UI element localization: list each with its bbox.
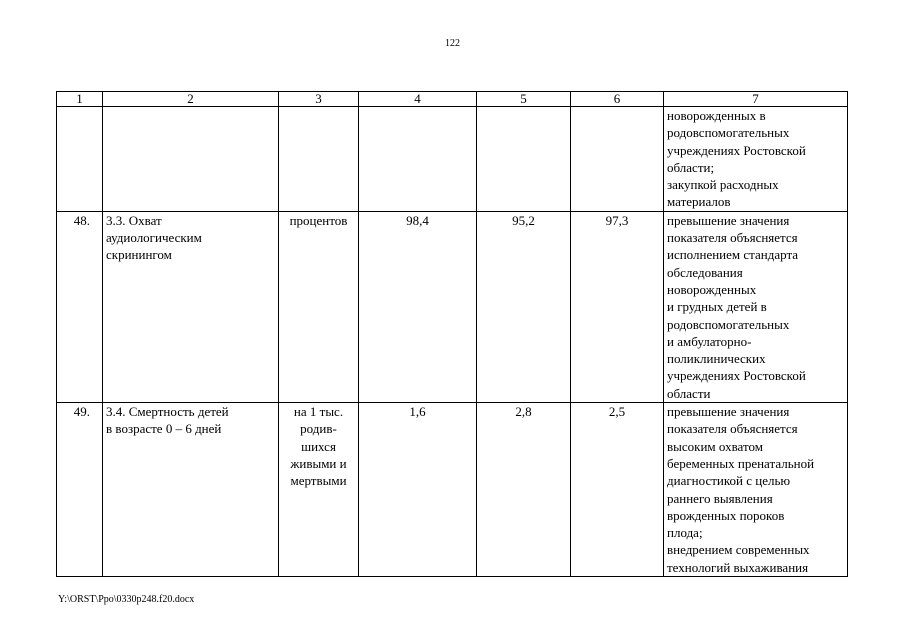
table-row — [57, 107, 848, 212]
row-number-cell: 48. — [57, 211, 103, 402]
column-header: 1 — [57, 92, 103, 107]
value-col6-cell — [571, 107, 664, 212]
cell-text-line: и амбулаторно- — [667, 333, 752, 349]
cell-text-line: внедрением современных — [667, 542, 810, 558]
cell-text-line: шихся — [301, 438, 336, 454]
cell-text-line: на 1 тыс. — [293, 404, 344, 420]
cell-text-line: технологий выхаживания — [667, 559, 809, 575]
document-file-path: Y:\ORST\Ppo\0330p248.f20.docx — [58, 594, 195, 605]
indicator-cell — [103, 403, 279, 577]
indicator-cell — [103, 211, 279, 402]
value-col6-cell: 2,5 — [571, 403, 664, 577]
unit-cell — [279, 211, 359, 402]
column-header: 7 — [664, 92, 848, 107]
cell-text-line: закупкой расходных — [667, 177, 779, 193]
value-col6-cell: 97,3 — [571, 211, 664, 402]
indicator-cell — [103, 107, 279, 212]
cell-text-line: новорожденных — [667, 281, 757, 297]
cell-text-line: аудиологическим — [106, 230, 202, 246]
cell-text-line: в возрасте 0 – 6 дней — [106, 421, 222, 437]
column-header: 4 — [359, 92, 477, 107]
explanation-cell — [664, 403, 848, 577]
cell-text-line: учреждениях Ростовской — [667, 368, 806, 384]
cell-text-line: новорожденных в — [667, 108, 766, 123]
cell-text-line: беременных пренатальной — [667, 455, 815, 471]
cell-text-line: показателя объясняется — [667, 421, 798, 437]
table-row — [57, 403, 848, 577]
cell-text-line: области — [667, 385, 711, 401]
cell-text-line: процентов — [289, 212, 348, 228]
explanation-cell — [664, 211, 848, 402]
value-col4-cell — [359, 107, 477, 212]
row-number-cell: 49. — [57, 403, 103, 577]
value-col4-cell: 1,6 — [359, 403, 477, 577]
cell-text-line: поликлинических — [667, 351, 766, 367]
cell-text-line: показателя объясняется — [667, 230, 798, 246]
cell-text-line: материалов — [667, 194, 731, 210]
cell-text-line: области; — [667, 159, 715, 175]
cell-text-line: живыми и — [290, 455, 347, 471]
column-header: 5 — [477, 92, 571, 107]
value-col4-cell: 98,4 — [359, 211, 477, 402]
value-col5-cell — [477, 107, 571, 212]
unit-cell — [279, 403, 359, 577]
cell-text-line: врожденных пороков — [667, 507, 785, 523]
cell-text-line: превышение значения — [667, 212, 790, 228]
page-number: 122 — [445, 38, 460, 49]
column-header: 6 — [571, 92, 664, 107]
cell-text-line: родовспомогательных — [667, 125, 790, 141]
cell-text-line: 3.4. Смертность детей — [106, 404, 229, 420]
cell-text-line: высоким охватом — [667, 438, 763, 454]
cell-text-line: 3.3. Охват — [106, 212, 162, 228]
cell-text-line: раннего выявления — [667, 490, 773, 506]
cell-text-line: обследования — [667, 264, 743, 280]
cell-text-line: исполнением стандарта — [667, 247, 799, 263]
value-col5-cell: 95,2 — [477, 211, 571, 402]
cell-text-line: родив- — [300, 421, 337, 437]
cell-text-line: скринингом — [106, 247, 172, 263]
cell-text-line: диагностикой с целью — [667, 473, 791, 489]
cell-text-line: мертвыми — [290, 473, 347, 489]
row-number-cell — [57, 107, 103, 212]
value-col5-cell: 2,8 — [477, 403, 571, 577]
cell-text-line: превышение значения — [667, 404, 790, 420]
column-header: 3 — [279, 92, 359, 107]
report-table — [56, 91, 848, 577]
table-row — [57, 211, 848, 402]
table-header-row — [57, 92, 848, 107]
explanation-cell — [664, 107, 848, 212]
unit-cell — [279, 107, 359, 212]
cell-text-line: родовспомогательных — [667, 316, 790, 332]
cell-text-line: учреждениях Ростовской — [667, 142, 806, 158]
cell-text-line: и грудных детей в — [667, 299, 767, 315]
column-header: 2 — [103, 92, 279, 107]
cell-text-line: плода; — [667, 525, 703, 541]
